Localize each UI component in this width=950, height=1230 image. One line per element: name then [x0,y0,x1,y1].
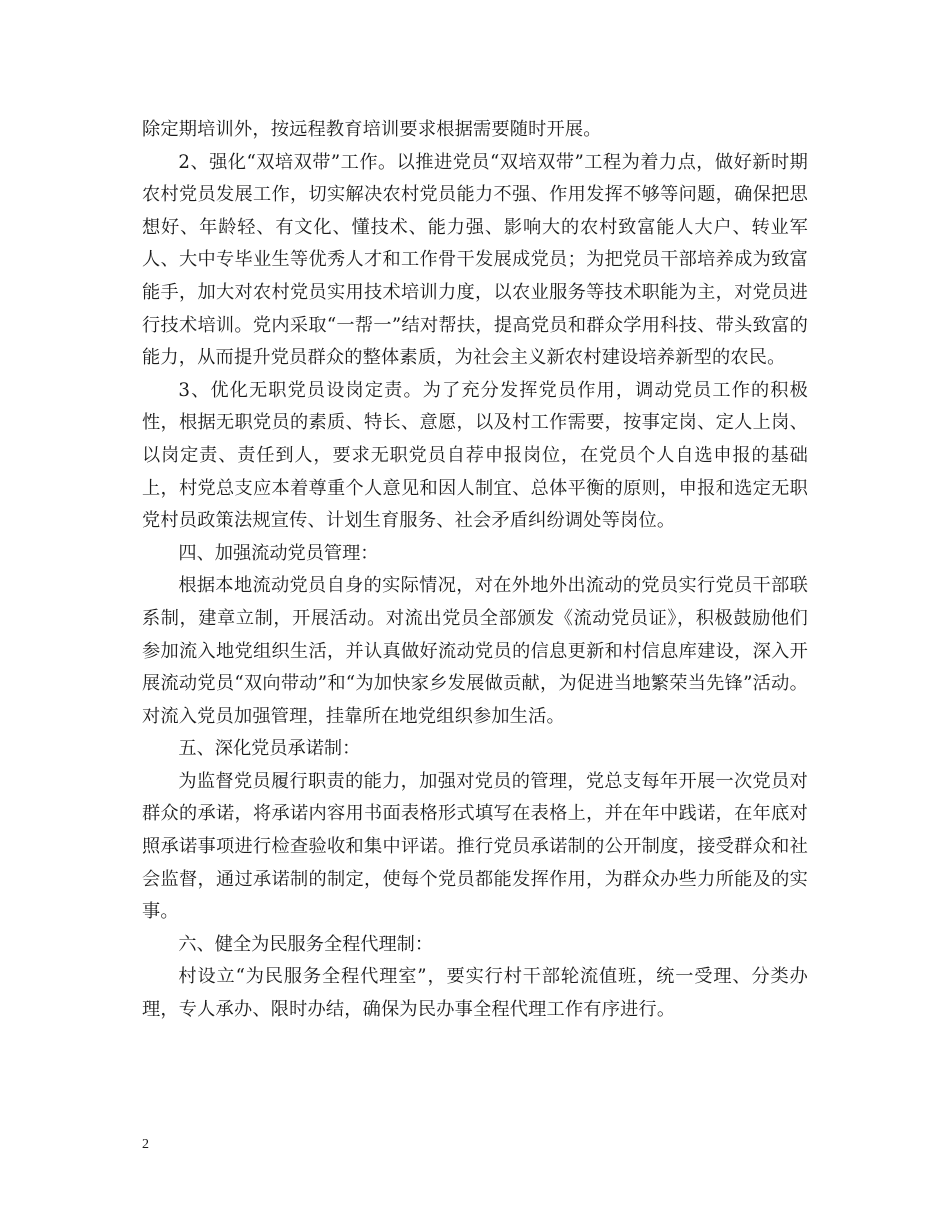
page-number: 2 [142,1137,149,1152]
section-heading-commitment: 五、深化党员承诺制： [178,738,361,760]
paragraph-commitment: 为监督党员履行职责的能力，加强对党员的管理，党总支每年开展一次党员对群众的承诺，将承诺内容用书面表格形式填写在表格上，并在年中践诺，在年底对照承诺事项进行检查验收和集中评诺。推行党员承诺制的公开制度，接受群众和社会监督，通过承诺制的制定，使每个党员都能发挥作用，为群众办些力所能及的实事。 [142,770,808,923]
paragraph-post-assignment: 3、优化无职党员设岗定责。为了充分发挥党员作用，调动党员工作的积极性，根据无职党员的素质、特长、意愿，以及村工作需要，按事定岗、定人上岗、以岗定责、责任到人，要求无职党员自荐申报岗位，在党员个人自选申报的基础上，村党总支应本着尊重个人意见和因人制宜、总体平衡的原则，申报和选定无职党村员政策法规宣传、计划生育服务、社会矛盾纠纷调处等岗位。 [142,379,808,532]
paragraph-double-training: 2、强化“双培双带”工作。以推进党员“双培双带”工程为着力点，做好新时期农村党员发展工作，切实解决农村党员能力不强、作用发挥不够等问题，确保把思想好、年龄轻、有文化、懂技术、能力强、影响大的农村致富能人大户、转业军人、大中专毕业生等优秀人才和工作骨干发展成党员；为把党员干部培养成为致富能手，加大对农村党员实用技术培训力度，以农业服务等技术职能为主，对党员进行技术培训。党内采取“一帮一”结对帮扶，提高党员和群众学用科技、带头致富的能力，从而提升党员群众的整体素质，为社会主义新农村建设培养新型的农民。 [142,151,808,369]
paragraph-training-note: 除定期培训外，按远程教育培训要求根据需要随时开展。 [142,119,602,140]
document-body [142,114,808,1027]
section-heading-service-agency: 六、健全为民服务全程代理制： [178,933,434,955]
section-heading-mobile-members: 四、加强流动党员管理： [178,542,379,564]
paragraph-service-agency: 村设立“为民服务全程代理室”，要实行村干部轮流值班，统一受理、分类办理，专人承办、限时办结，确保为民办事全程代理工作有序进行。 [142,966,808,1021]
paragraph-mobile-members: 根据本地流动党员自身的实际情况，对在外地外出流动的党员实行党员干部联系制，建章立制，开展活动。对流出党员全部颁发《流动党员证》，积极鼓励他们参加流入地党组织生活，并认真做好流动党员的信息更新和村信息库建设，深入开展流动党员“双向带动”和“为加快家乡发展做贡献，为促进当地繁荣当先锋”活动。对流入党员加强管理，挂靠所在地党组织参加生活。 [142,575,808,727]
